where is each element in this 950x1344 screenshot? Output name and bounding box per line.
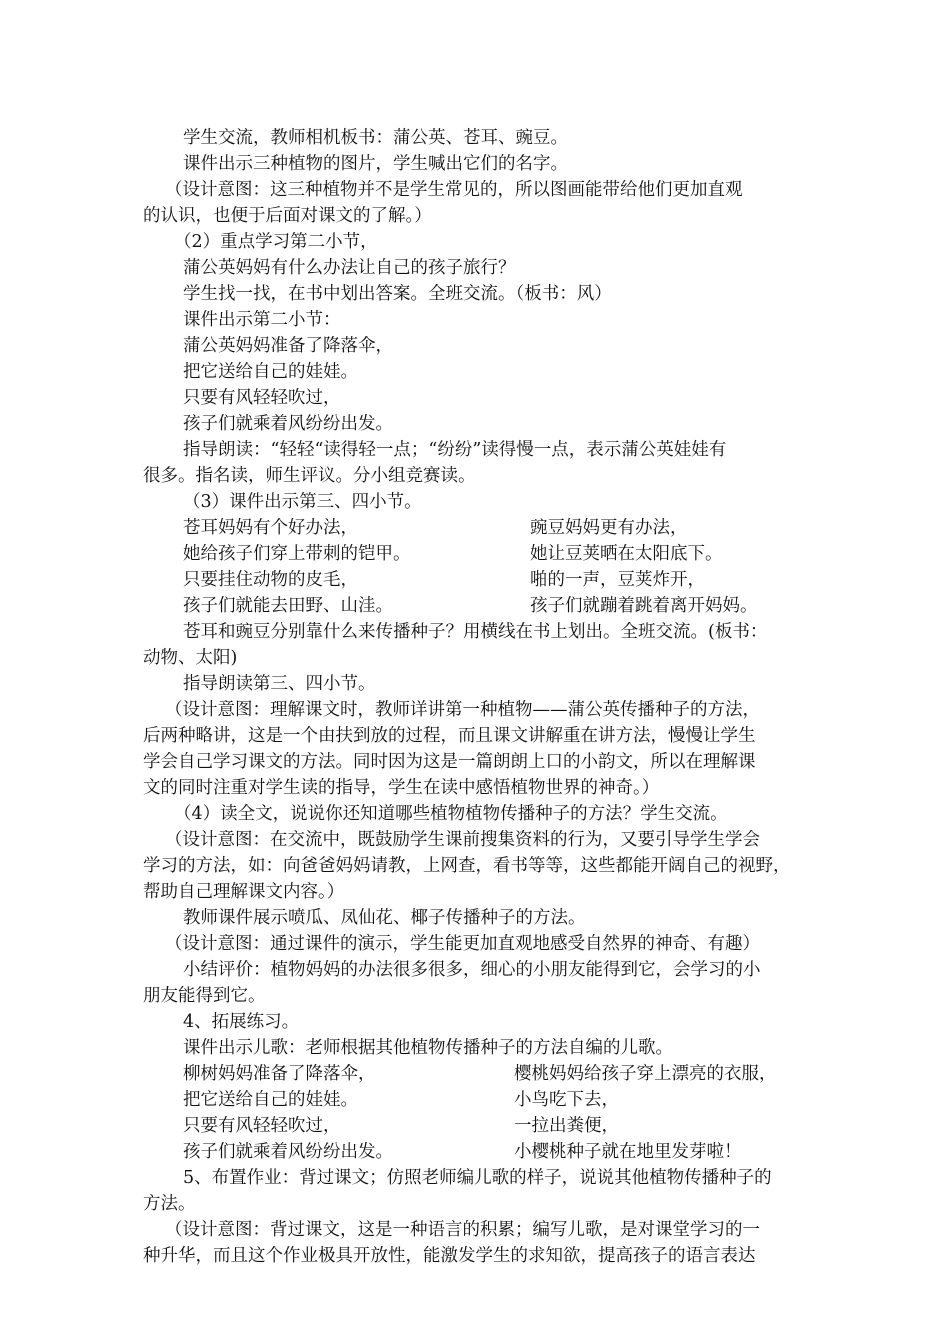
poem-right-line: 孩子们就蹦着跳着离开妈妈。	[530, 596, 758, 616]
song-left-line: 柳树妈妈准备了降落伞，	[183, 1064, 376, 1084]
paragraph-line: 4、拓展练习。	[183, 1012, 300, 1032]
paragraph-line: 动物、太阳)	[143, 648, 238, 668]
poem-right-line: 她让豆荚晒在太阳底下。	[530, 544, 723, 564]
song-left-line: 孩子们就乘着风纷纷出发。	[183, 1142, 393, 1162]
paragraph-line: （设计意图：这三种植物并不是学生常见的，所以图画能带给他们更加直观	[165, 180, 743, 200]
poem-left-line: 苍耳妈妈有个好办法，	[183, 518, 358, 538]
paragraph-line: 学生找一找，在书中划出答案。全班交流。（板书：风）	[183, 284, 612, 304]
paragraph-line: 课件出示儿歌：老师根据其他植物传播种子的方法自编的儿歌。	[183, 1038, 673, 1058]
song-left-line: 只要有风轻轻吹过，	[183, 1116, 341, 1136]
paragraph-line: 蒲公英妈妈有什么办法让自己的孩子旅行？	[183, 258, 516, 278]
paragraph-line: 学会自己学习课文的方法。同时因为这是一篇朗朗上口的小韵文，所以在理解课	[143, 752, 756, 772]
paragraph-line: 指导朗读第三、四小节。	[183, 674, 376, 694]
song-right-line: 一拉出粪便，	[514, 1116, 619, 1136]
paragraph-line: 把它送给自己的娃娃。	[183, 362, 358, 382]
paragraph-line: 5、布置作业：背过课文；仿照老师编儿歌的样子，说说其他植物传播种子的	[183, 1168, 772, 1188]
poem-left-line: 只要挂住动物的皮毛，	[183, 570, 358, 590]
song-right-line: 樱桃妈妈给孩子穿上漂亮的衣服，	[514, 1064, 777, 1084]
paragraph-line: 课件出示第二小节：	[183, 310, 341, 330]
poem-right-line: 啪的一声，豆荚炸开，	[530, 570, 705, 590]
song-left-line: 把它送给自己的娃娃。	[183, 1090, 358, 1110]
poem-right-line: 豌豆妈妈更有办法，	[530, 518, 688, 538]
paragraph-line: 文的同时注重对学生读的指导，学生在读中感悟植物世界的神奇。）	[143, 778, 660, 798]
paragraph-line: 方法。	[143, 1194, 196, 1214]
paragraph-line: 指导朗读：“轻轻“读得轻一点；“纷纷”读得慢一点，表示蒲公英娃娃有	[183, 440, 727, 460]
paragraph-line: （设计意图：理解课文时，教师详讲第一种植物——蒲公英传播种子的方法，	[165, 700, 760, 720]
paragraph-line: 教师课件展示喷瓜、凤仙花、椰子传播种子的方法。	[183, 908, 586, 928]
paragraph-line: 学生交流，教师相机板书：蒲公英、苍耳、豌豆。	[183, 128, 568, 148]
paragraph-line: 朋友能得到它。	[143, 986, 266, 1006]
paragraph-line: 的认识，也便于后面对课文的了解。）	[143, 206, 432, 226]
song-right-line: 小樱桃种子就在地里发芽啦！	[514, 1142, 742, 1162]
poem-left-line: 孩子们就能去田野、山洼。	[183, 596, 393, 616]
paragraph-line: 课件出示三种植物的图片，学生喊出它们的名字。	[183, 154, 568, 174]
paragraph-line: 很多。指名读，师生评议。分小组竞赛读。	[143, 466, 476, 486]
paragraph-line: 种升华，而且这个作业极具开放性，能激发学生的求知欲，提高孩子的语言表达	[143, 1246, 756, 1266]
paragraph-line: 后两种略讲，这是一个由扶到放的过程，而且课文讲解重在讲方法，慢慢让学生	[143, 726, 756, 746]
paragraph-line: 蒲公英妈妈准备了降落伞，	[183, 336, 393, 356]
poem-left-line: 她给孩子们穿上带刺的铠甲。	[183, 544, 411, 564]
paragraph-line: 学习的方法，如：向爸爸妈妈请教，上网查，看书等等，这些都能开阔自己的视野，	[143, 856, 791, 876]
paragraph-line: 帮助自己理解课文内容。）	[143, 882, 345, 902]
paragraph-line: （设计意图：在交流中，既鼓励学生课前搜集资料的行为，又要引导学生学会	[165, 830, 760, 850]
paragraph-line: （设计意图：通过课件的演示，学生能更加直观地感受自然界的神奇、有趣）	[165, 934, 760, 954]
song-right-line: 小鸟吃下去，	[514, 1090, 619, 1110]
paragraph-line: 苍耳和豌豆分别靠什么来传播种子？用横线在书上划出。全班交流。(板书：	[183, 622, 768, 642]
paragraph-line: （4）读全文，说说你还知道哪些植物植物传播种子的方法？学生交流。	[174, 804, 728, 824]
paragraph-line: （2）重点学习第二小节，	[174, 232, 378, 252]
paragraph-line: （3）课件出示第三、四小节。	[183, 492, 422, 512]
paragraph-line: 只要有风轻轻吹过，	[183, 388, 341, 408]
paragraph-line: 孩子们就乘着风纷纷出发。	[183, 414, 393, 434]
paragraph-line: 小结评价：植物妈妈的办法很多很多，细心的小朋友能得到它，会学习的小	[183, 960, 761, 980]
paragraph-line: （设计意图：背过课文，这是一种语言的积累；编写儿歌，是对课堂学习的一	[165, 1220, 760, 1240]
